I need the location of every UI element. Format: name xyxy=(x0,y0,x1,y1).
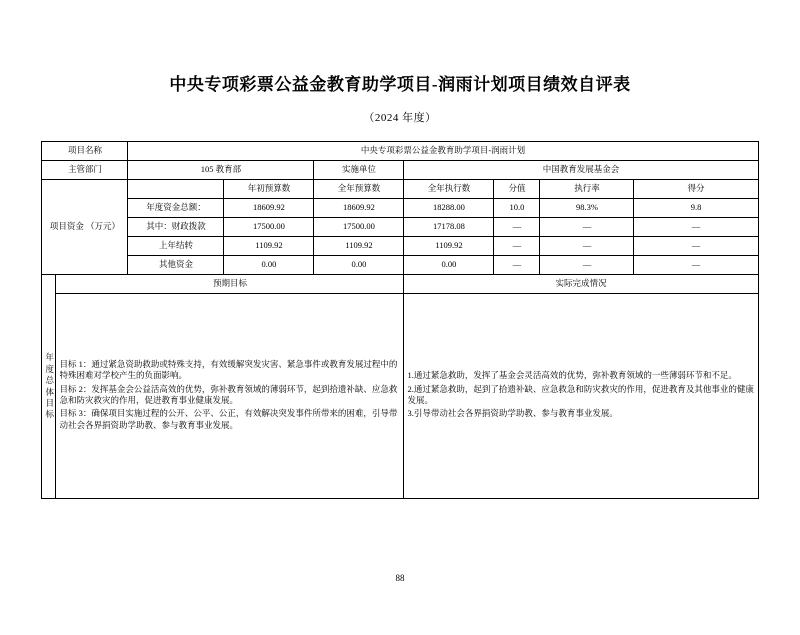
funds-row-0-val-0: 18609.92 xyxy=(224,199,314,218)
expected-goal-content xyxy=(56,294,404,499)
funds-row-2-val-2: 1109.92 xyxy=(404,237,494,256)
funds-header-1: 全年预算数 xyxy=(314,180,404,199)
actual-result-header: 实际完成情况 xyxy=(404,275,758,294)
funds-row-0-val-3: 10.0 xyxy=(494,199,540,218)
funds-row-1-val-5: — xyxy=(634,218,758,237)
page-title: 中央专项彩票公益金教育助学项目-润雨计划项目绩效自评表 xyxy=(169,75,631,94)
actual-result-content xyxy=(404,294,758,499)
table-row-funds-carryover xyxy=(42,237,758,256)
actual-result-1: 1.通过紧急救助，发挥了基金会灵活高效的优势，弥补教育领域的一些薄弱环节和不足。 xyxy=(407,370,737,381)
funds-row-0-val-1: 18609.92 xyxy=(314,199,404,218)
table-row-goals-content xyxy=(42,294,758,499)
page-subtitle: （2024 年度） xyxy=(363,112,437,124)
funds-row-0-name: 年度资金总额： xyxy=(128,199,224,218)
actual-result-3: 3.引导带动社会各界捐资助学助教、参与教育事业发展。 xyxy=(407,408,618,419)
table-row-funds-fiscal xyxy=(42,218,758,237)
funds-col-name-header xyxy=(128,180,224,199)
funds-row-3-val-1: 0.00 xyxy=(314,256,404,275)
funds-row-1-val-1: 17500.00 xyxy=(314,218,404,237)
performance-table xyxy=(41,141,758,499)
expected-goal-header: 预期目标 xyxy=(56,275,404,294)
table-row-project-name xyxy=(42,142,758,161)
expected-goal-1: 目标 1：通过紧急资助救助或特殊支持，有效缓解突发灾害、紧急事件或教育发展过程中的特殊困难对学校产生的负面影响。 xyxy=(59,358,398,381)
expected-goal-3: 目标 3：确保项目实施过程的公开、公平、公正，有效解决突发事件所带来的困难，引导带动社会各界捐资助学助教、参与教育事业发展。 xyxy=(59,408,398,430)
funds-row-2-val-5: — xyxy=(634,237,758,256)
document-page xyxy=(0,70,800,635)
project-funds-label xyxy=(42,180,128,275)
funds-row-3-val-3: — xyxy=(494,256,540,275)
funds-row-3-val-0: 0.00 xyxy=(224,256,314,275)
project-funds-label-line1: 项目资金 xyxy=(49,221,84,232)
funds-header-5: 得分 xyxy=(634,180,758,199)
funds-row-0-val-5: 9.8 xyxy=(634,199,758,218)
table-row-funds-other xyxy=(42,256,758,275)
project-funds-label-line2: （万元） xyxy=(86,221,121,232)
funds-row-3-val-2: 0.00 xyxy=(404,256,494,275)
funds-header-2: 全年执行数 xyxy=(404,180,494,199)
funds-header-0: 年初预算数 xyxy=(224,180,314,199)
funds-row-1-val-0: 17500.00 xyxy=(224,218,314,237)
implementing-unit-label: 实施单位 xyxy=(314,161,404,180)
expected-goal-2: 目标 2：发挥基金会公益活高效的优势，弥补教育领域的薄弱环节，起到拾遗补缺、应急救急和防灾救灾的作用，促进教育事业健康发展。 xyxy=(59,383,398,405)
funds-row-1-val-2: 17178.08 xyxy=(404,218,494,237)
funds-row-0-val-2: 18288.00 xyxy=(404,199,494,218)
table-row-funds-total xyxy=(42,199,758,218)
funds-row-2-val-1: 1109.92 xyxy=(314,237,404,256)
page-number: 88 xyxy=(395,573,405,583)
funds-row-2-val-4: — xyxy=(540,237,634,256)
funds-row-2-val-0: 1109.92 xyxy=(224,237,314,256)
funds-row-2-name: 上年结转 xyxy=(128,237,224,256)
funds-row-0-val-4: 98.3% xyxy=(540,199,634,218)
funds-header-3: 分值 xyxy=(494,180,540,199)
department-label: 主管部门 xyxy=(42,161,128,180)
table-row-department xyxy=(42,161,758,180)
annual-goal-label: 年 度 总 体 目 标 xyxy=(42,275,56,499)
funds-row-1-val-4: — xyxy=(540,218,634,237)
table-row-funds-header xyxy=(42,180,758,199)
funds-row-3-name: 其他资金 xyxy=(128,256,224,275)
funds-header-4: 执行率 xyxy=(540,180,634,199)
funds-row-3-val-5: — xyxy=(634,256,758,275)
implementing-unit-value: 中国教育发展基金会 xyxy=(404,161,758,180)
funds-row-3-val-4: — xyxy=(540,256,634,275)
funds-row-1-val-3: — xyxy=(494,218,540,237)
project-name-value: 中央专项彩票公益金教育助学项目-润雨计划 xyxy=(128,142,758,161)
funds-row-2-val-3: — xyxy=(494,237,540,256)
funds-row-1-name: 其中：财政拨款 xyxy=(128,218,224,237)
department-value: 105 教育部 xyxy=(128,161,314,180)
project-name-label: 项目名称 xyxy=(42,142,128,161)
actual-result-2: 2.通过紧急救助，起到了拾遗补缺、应急救急和防灾救灾的作用，促进教育及其他事业的健康发展。 xyxy=(407,383,754,405)
table-row-goals-header xyxy=(42,275,758,294)
